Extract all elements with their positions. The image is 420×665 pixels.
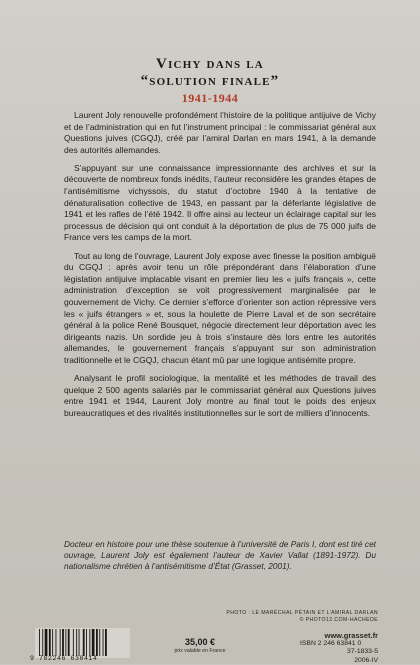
barcode-bar — [62, 629, 64, 656]
barcode-bar — [39, 629, 40, 656]
barcode-bar — [105, 629, 107, 656]
barcode-bar — [65, 629, 66, 656]
blurb-paragraph-4: Analysant le profil sociologique, la mentalité et les méthodes de travail des quelque 2 500 agents salariés par le commissariat général aux Questions juives entre 1941 et 1944, Laurent Joly montre au final tout le poids des enjeux bureaucratiques et des rivalités institutionnelles sur le sort de milliers d’innocents. — [64, 372, 376, 418]
price-block — [165, 637, 235, 654]
title-line-1: Vichy dans la — [156, 56, 264, 72]
blurb-paragraph-1: Laurent Joly renouvelle profondément l’histoire de la politique antijuive de Vichy et de l’administration qui en fut l’instrument principal : le commissariat général aux Questions juives (CGQJ), créé par l’amiral Darlan en mars 1941, à la demande des autorités allemandes. — [64, 110, 376, 155]
barcode-bar — [89, 629, 90, 656]
price-validity: prix valable en France — [174, 648, 226, 654]
blurb-paragraph-3: Tout au long de l’ouvrage, Laurent Joly expose avec finesse la position ambiguë du CGQJ : après avoir tenu un rôle prépondérant dans l’élaboration d’une législation antijuive implacable visant en premier lieu les « juifs français », cette administration d’exception se voit progressivement marginalisée par le gouvernement de Vichy. Ce dernier s’efforce d’orienter son action répressive vers les « juifs étrangers » et, sous la houlette de Pierre Laval et de son secrétaire général à la police René Bousquet, négocie directement leur déportation avec les dirigeants nazis. Un sordide jeu à trois s’instaure dès lors entre les autorités allemandes, le gouvernement français s’appuyant sur son administration traditionnelle et le CGQJ, chacun étant mû par une logique antisémite propre. — [64, 250, 376, 365]
barcode-bar — [45, 629, 48, 656]
barcode-bar — [86, 629, 87, 656]
isbn-block — [300, 640, 378, 665]
title-dates: 1941-1944 — [181, 91, 239, 105]
barcode-bar — [49, 629, 51, 656]
blurb-text — [64, 110, 376, 426]
photo-credit — [226, 610, 378, 624]
barcode-bar — [103, 629, 104, 656]
publisher-website: www.grasset.fr — [324, 631, 378, 640]
barcode-bar — [73, 629, 74, 656]
barcode-bar — [42, 629, 43, 656]
isbn-line-1: ISBN 2 246 63841 0 — [300, 640, 362, 647]
blurb-paragraph-2: S’appuyant sur une connaissance impressionnante des archives et sur la découverte de nombreux fonds inédits, l’auteur reconsidère les grandes étapes de l’antisémitisme vichyssois, du statut d’octobre 1940 à la tentative de dénaturalisation collective de 1943, en passant par la déferlante législative de 1941 et les rafles de l’été 1942. Il offre ainsi au lecteur un éclairage capital sur les processus de décision qui ont conduit à la déportation de plus de 75 000 juifs de France vers les camps de la mort. — [64, 162, 376, 243]
author-note: Docteur en histoire pour une thèse soutenue à l’université de Paris I, dont est tiré cet ouvrage, Laurent Joly est également l’auteur de Xavier Vallat (1891-1972). Du nationalisme chrétien à l’antisémitisme d’État (Grasset, 2001). — [64, 539, 376, 572]
barcode-bar — [96, 629, 98, 656]
barcode-bar — [76, 629, 77, 656]
barcode-bar — [79, 629, 80, 656]
barcode-bar — [56, 629, 57, 656]
photo-credit-line-2: © PHOTO12.COM-HACHEDE — [299, 617, 378, 623]
barcode-bar — [92, 629, 95, 656]
price-amount: 35,00 € — [184, 637, 216, 647]
barcode-bar — [52, 629, 53, 656]
barcode-bar — [99, 629, 100, 656]
isbn-line-3: 2006-IV — [354, 656, 378, 664]
barcode-number: 9 782246 638414 — [30, 655, 98, 662]
barcode-bar — [68, 629, 70, 656]
barcode-bar — [83, 629, 85, 656]
barcode-bar — [60, 629, 61, 656]
barcode — [35, 628, 130, 658]
title-line-2: “solution finale” — [140, 73, 280, 89]
photo-credit-line-1: PHOTO : LE MARÉCHAL PÉTAIN ET L’AMIRAL DARLAN — [226, 610, 378, 616]
book-title — [0, 56, 420, 106]
isbn-line-2: 37-1833-5 — [347, 648, 378, 656]
